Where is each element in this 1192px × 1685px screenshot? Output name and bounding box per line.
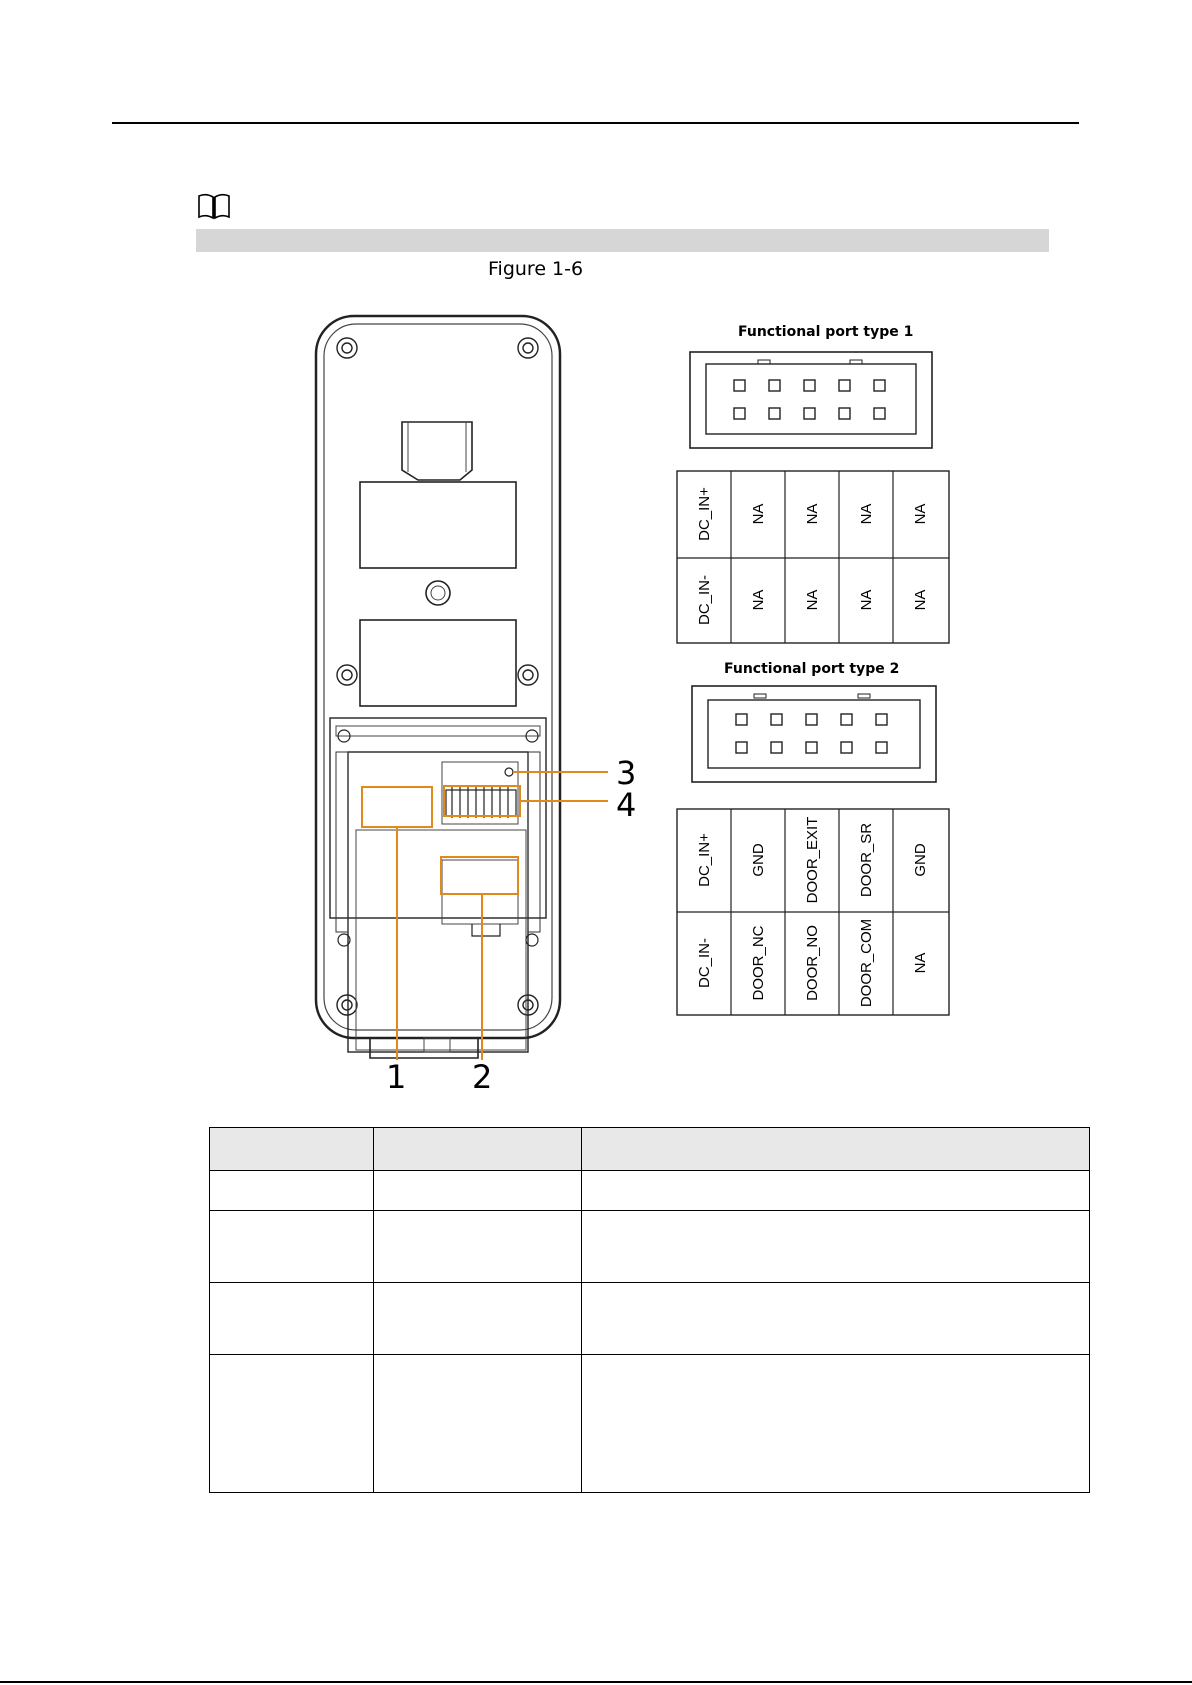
table-row [210, 1283, 1090, 1355]
pin-label: DOOR_SR [858, 822, 875, 898]
table-header-row [210, 1128, 1090, 1171]
pin-label: NA [858, 503, 875, 525]
table-row [210, 1171, 1090, 1211]
port-type-1-connector [688, 346, 936, 452]
pin-label: NA [912, 503, 929, 525]
figure-caption: Figure 1-6 [488, 258, 584, 280]
table-header-cell [210, 1128, 374, 1171]
pin-label: DC_IN+ [696, 833, 713, 887]
port-type-2-title: Functional port type 2 [724, 661, 900, 677]
table-cell [582, 1211, 1090, 1283]
table-cell [210, 1355, 374, 1493]
pin-label: NA [750, 589, 767, 611]
table-cell [210, 1211, 374, 1283]
table-cell [210, 1171, 374, 1211]
header-rule [112, 122, 1079, 124]
callout-1: 1 [386, 1058, 407, 1096]
note-book-icon [196, 193, 232, 221]
device-rear-view [300, 300, 680, 1100]
footer-rule [0, 1681, 1192, 1683]
table-cell [374, 1211, 582, 1283]
pin-label: NA [858, 589, 875, 611]
table-cell [210, 1283, 374, 1355]
pin-label: NA [804, 503, 821, 525]
callout-2: 2 [472, 1058, 493, 1096]
pin-label: NA [912, 952, 929, 974]
pin-label: GND [750, 843, 767, 877]
table-header-cell [374, 1128, 582, 1171]
table-cell [582, 1355, 1090, 1493]
pin-label: NA [804, 589, 821, 611]
pin-label: DOOR_COM [858, 918, 875, 1008]
pin-label: DOOR_NC [750, 925, 767, 1001]
pin-label: NA [912, 589, 929, 611]
pin-label: DC_IN+ [696, 487, 713, 541]
table-cell [582, 1283, 1090, 1355]
port-type-2-pinout [676, 808, 952, 1018]
port-type-1-pinout [676, 470, 952, 646]
table-cell [582, 1171, 1090, 1211]
pin-label: DOOR_NO [804, 925, 821, 1001]
pin-label: DC_IN- [696, 937, 713, 989]
table-row [210, 1355, 1090, 1493]
pin-label: GND [912, 843, 929, 877]
table-cell [374, 1355, 582, 1493]
port-type-1-title: Functional port type 1 [738, 324, 914, 340]
note-band [196, 229, 1049, 252]
table-cell [374, 1171, 582, 1211]
table-row [210, 1211, 1090, 1283]
pin-label: DC_IN- [696, 574, 713, 626]
table-cell [374, 1283, 582, 1355]
callout-4: 4 [616, 786, 637, 824]
callout-3: 3 [616, 754, 637, 792]
pin-label: NA [750, 503, 767, 525]
port-type-2-connector [690, 682, 938, 786]
pin-label: DOOR_EXIT [804, 816, 821, 904]
description-table [209, 1127, 1090, 1493]
table-header-cell [582, 1128, 1090, 1171]
